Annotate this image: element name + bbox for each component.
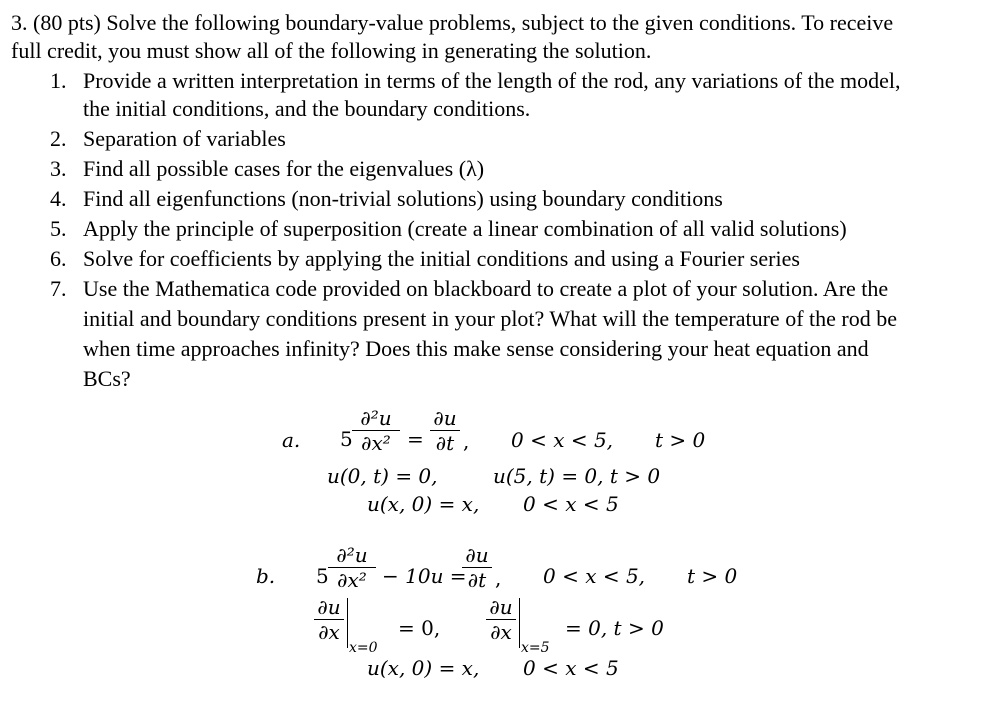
part-a-du: ∂u (433, 406, 457, 430)
part-b-domain-t: t > 0 (687, 564, 738, 588)
part-a-comma: , (463, 429, 470, 453)
item-2-number: 2. (50, 126, 67, 151)
part-b-du-dt (462, 544, 492, 591)
part-a-label: a. (282, 428, 301, 452)
part-a-dx2: ∂x² (361, 431, 391, 455)
item-1-number: 1. (50, 68, 67, 93)
part-a-du-dt (430, 407, 460, 454)
item-2-line-1: Separation of variables (83, 126, 286, 151)
part-b-d2u: ∂²u (336, 543, 368, 567)
item-7-line-4: BCs? (83, 366, 131, 391)
item-1-line-1: Provide a written interpretation in terms of the length of the rod, any variations of the model, (83, 68, 901, 93)
part-b-bc-right-sub: x=5 (521, 640, 550, 656)
part-b-bc-right-num: ∂u (489, 595, 513, 619)
part-b-coefficient: 5 (316, 564, 329, 588)
part-a-domain-t: t > 0 (655, 428, 706, 452)
part-b-bc-left-derivative (314, 596, 344, 643)
item-7-line-2: initial and boundary conditions present in your plot? What will the temperature of the rod be (83, 306, 897, 331)
part-b-label: b. (256, 564, 276, 588)
part-b-term: − 10u = (382, 564, 467, 588)
part-a-d2u: ∂²u (360, 406, 392, 430)
part-b-bc-right-rhs: = 0, t > 0 (565, 616, 664, 640)
item-4-line-1: Find all eigenfunctions (non-trivial solutions) using boundary conditions (83, 186, 723, 211)
item-7-line-3: when time approaches infinity? Does this make sense considering your heat equation and (83, 336, 869, 361)
part-b-bc-right-derivative (486, 596, 516, 643)
part-b-ic: u(x, 0) = x, (367, 656, 480, 680)
item-7-line-1: Use the Mathematica code provided on blackboard to create a plot of your solution. Are the (83, 276, 889, 301)
part-b-dt: ∂t (467, 568, 487, 592)
part-b-bc-left-sub: x=0 (349, 640, 378, 656)
part-b-dx2: ∂x² (337, 568, 367, 592)
part-b-bc-left-eval-bar (347, 598, 348, 648)
part-a-coefficient: 5 (340, 427, 353, 451)
part-a-d2u-dx2 (352, 407, 400, 454)
part-b-bc-left-num: ∂u (317, 595, 341, 619)
part-a-bc-left: u(0, t) = 0, (327, 464, 438, 488)
part-a-ic: u(x, 0) = x, (367, 492, 480, 516)
item-6-line-1: Solve for coefficients by applying the initial conditions and using a Fourier series (83, 246, 800, 271)
problem-header-line-2: full credit, you must show all of the following in generating the solution. (11, 38, 652, 63)
item-7-number: 7. (50, 276, 67, 301)
part-b-ic-domain: 0 < x < 5 (523, 656, 619, 680)
item-4-number: 4. (50, 186, 67, 211)
part-b-bc-right-den: ∂x (490, 620, 512, 644)
part-a-equals: = (407, 427, 424, 451)
part-a-domain-x: 0 < x < 5, (511, 428, 614, 452)
part-a-dt: ∂t (435, 431, 455, 455)
item-1-line-2: the initial conditions, and the boundary conditions. (83, 96, 531, 121)
problem-header-line-1: 3. (80 pts) Solve the following boundary-value problems, subject to the given conditions. To receive (11, 10, 894, 35)
part-b-bc-left-rhs: = 0, (398, 616, 441, 640)
part-b-d2u-dx2 (328, 544, 376, 591)
part-b-domain-x: 0 < x < 5, (543, 564, 646, 588)
part-a-ic-domain: 0 < x < 5 (523, 492, 619, 516)
part-b-du: ∂u (465, 543, 489, 567)
part-b-bc-right-eval-bar (519, 598, 520, 648)
part-b-bc-left-den: ∂x (318, 620, 340, 644)
item-5-number: 5. (50, 216, 67, 241)
item-6-number: 6. (50, 246, 67, 271)
item-5-line-1: Apply the principle of superposition (create a linear combination of all valid solutions) (83, 216, 847, 241)
part-b-comma: , (495, 566, 502, 590)
item-3-number: 3. (50, 156, 67, 181)
part-a-bc-right: u(5, t) = 0, t > 0 (493, 464, 661, 488)
item-3-line-1: Find all possible cases for the eigenvalues (λ) (83, 156, 485, 181)
